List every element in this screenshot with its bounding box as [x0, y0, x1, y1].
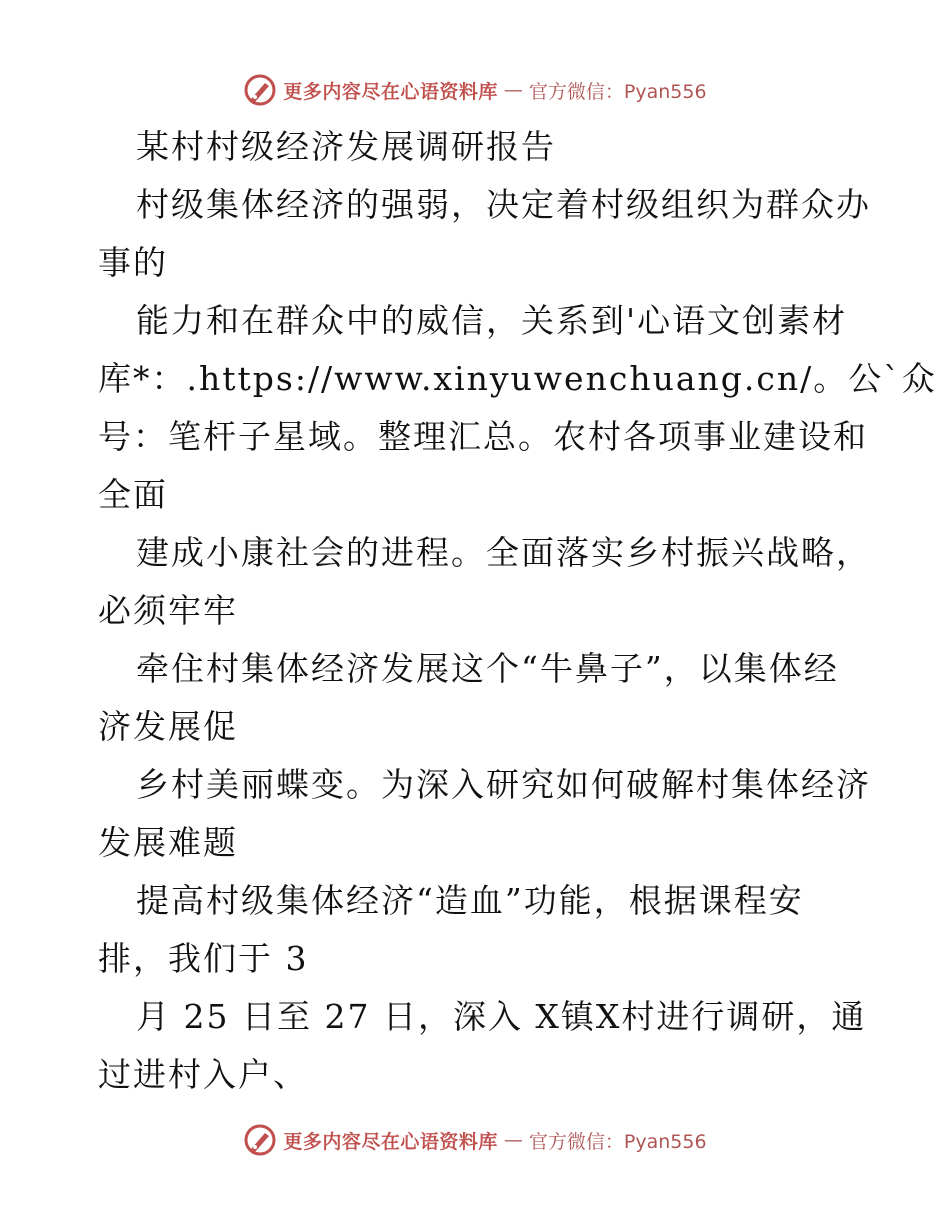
banner-separator: —: [503, 1129, 523, 1151]
paragraph-line: 事的: [98, 243, 168, 282]
banner-brand: 更多内容尽在心语资料库: [283, 80, 498, 103]
paragraph-line: 必须牢牢: [98, 591, 238, 630]
paragraph-line: 牵住村集体经济发展这个“牛鼻子”，以集体经: [136, 649, 839, 688]
banner-wechat: 官方微信：Pyan556: [528, 80, 707, 103]
paragraph-line: 建成小康社会的进程。全面落实乡村振兴战略，: [136, 533, 871, 572]
paragraph-line: 发展难题: [98, 823, 238, 862]
footer-banner: [0, 1120, 950, 1160]
pen-logo-icon: [243, 73, 277, 107]
paragraph-line: 全面: [98, 475, 168, 514]
document-title: 某村村级经济发展调研报告: [136, 127, 556, 166]
paragraph-line: 村级集体经济的强弱，决定着村级组织为群众办: [136, 185, 871, 224]
paragraph-line: 提高村级集体经济“造血”功能，根据课程安: [136, 881, 804, 920]
banner-wechat: 官方微信：Pyan556: [528, 1130, 707, 1153]
document-body: [98, 118, 937, 1104]
paragraph-line: 济发展促: [98, 707, 238, 746]
paragraph-line: 号：笔杆子星域。整理汇总。农村各项事业建设和: [98, 417, 868, 456]
paragraph-line: 能力和在群众中的威信，关系到'心语文创素材: [136, 301, 848, 340]
pen-logo-icon: [243, 1123, 277, 1157]
banner-separator: —: [503, 79, 523, 101]
header-banner: [0, 70, 950, 110]
paragraph-line: 乡村美丽蝶变。为深入研究如何破解村集体经济: [136, 765, 871, 804]
banner-brand: 更多内容尽在心语资料库: [283, 1130, 498, 1153]
paragraph-line: 排，我们于 3: [98, 939, 309, 978]
paragraph-line: 库*：.https://www.xinyuwenchuang.cn/。公`众: [98, 359, 937, 398]
paragraph-line: 过进村入户、: [98, 1055, 308, 1094]
paragraph-line: 月 25 日至 27 日，深入 X镇X村进行调研，通: [136, 997, 867, 1036]
